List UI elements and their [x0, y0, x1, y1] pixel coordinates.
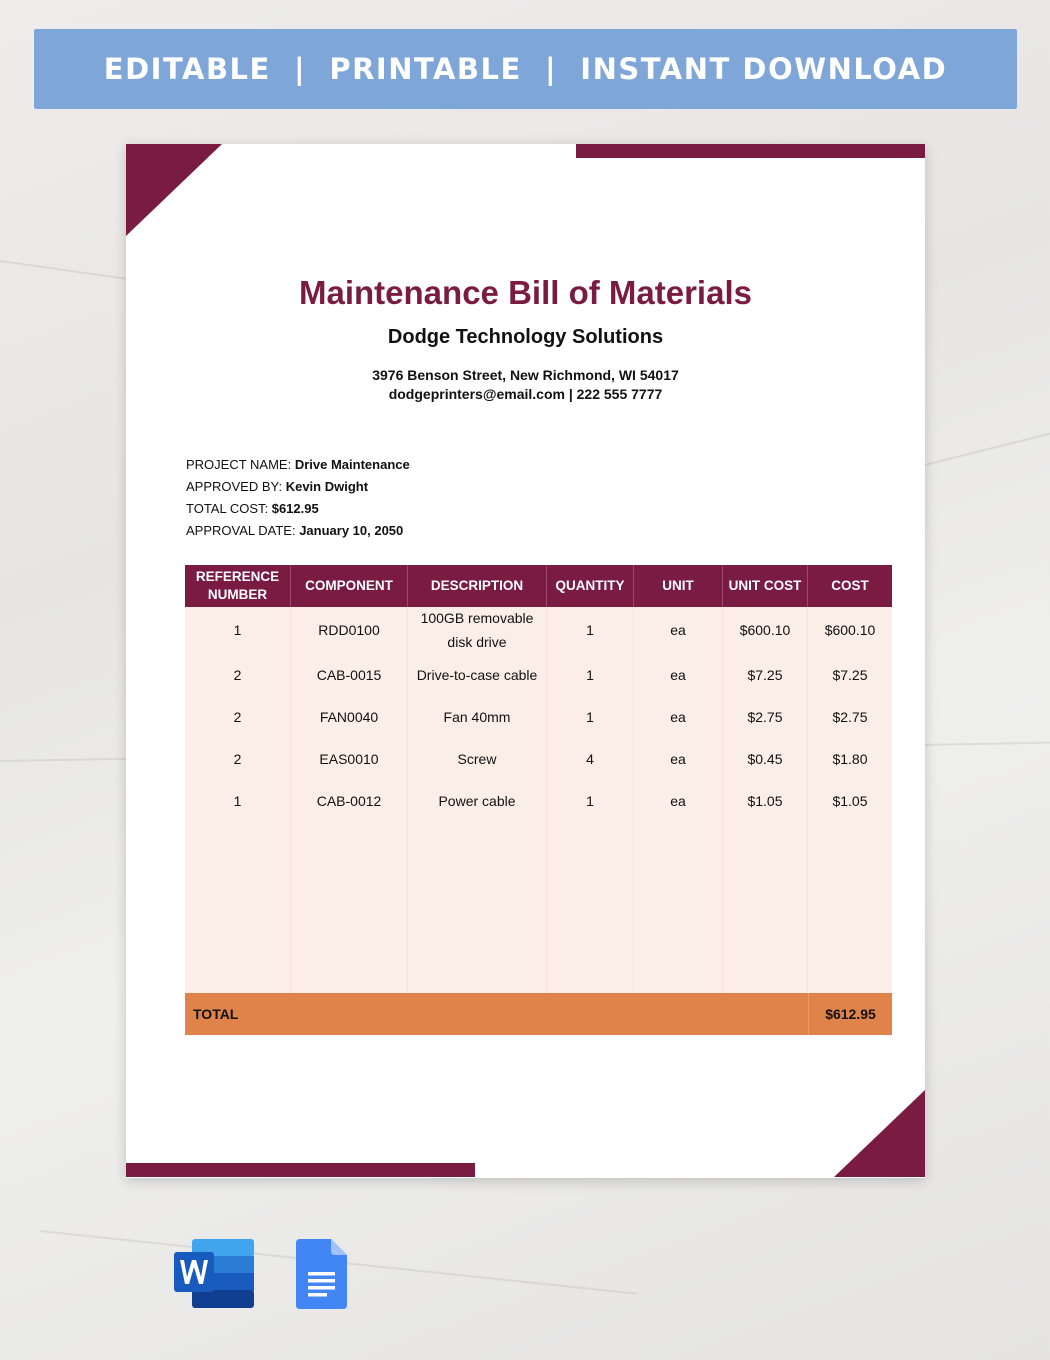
cell-description: Fan 40mm — [408, 696, 547, 738]
document-page — [126, 144, 925, 1178]
table-header — [185, 565, 892, 607]
cell-unit-cost: $600.10 — [723, 607, 808, 653]
cell-quantity: 1 — [547, 607, 634, 653]
table-row — [185, 607, 892, 653]
cell-unit: ea — [634, 780, 723, 822]
cell-reference: 1 — [185, 780, 291, 822]
cell-component: FAN0040 — [291, 696, 408, 738]
meta-label: APPROVAL DATE: — [186, 523, 300, 538]
google-docs-icon[interactable] — [296, 1239, 347, 1309]
download-banner: EDITABLE | PRINTABLE | INSTANT DOWNLOAD — [34, 29, 1017, 109]
cell-quantity: 1 — [547, 696, 634, 738]
marble-vein — [0, 260, 139, 281]
bill-of-materials-table — [185, 565, 892, 1035]
cell-cost: $1.05 — [832, 793, 868, 809]
cell-reference: 2 — [185, 696, 291, 738]
total-label: TOTAL — [193, 1006, 239, 1022]
document-title: Maintenance Bill of Materials — [299, 274, 752, 311]
company-address: 3976 Benson Street, New Richmond, WI 54017 — [372, 367, 679, 383]
meta-project-name — [186, 457, 410, 472]
cell-reference: 2 — [185, 653, 291, 696]
cell-unit-cost: $0.45 — [723, 738, 808, 780]
corner-decoration-bottom-right — [834, 1090, 925, 1177]
cell-cost: $1.80 — [832, 751, 868, 767]
total-value: $612.95 — [808, 993, 892, 1035]
header-unit-cost: UNIT COST — [723, 565, 808, 607]
cell-reference: 1 — [185, 607, 291, 653]
meta-total-cost — [186, 501, 319, 516]
meta-label: APPROVED BY: — [186, 479, 286, 494]
cell-unit-cost: $2.75 — [723, 696, 808, 738]
cell-description: Screw — [408, 738, 547, 780]
meta-approved-by — [186, 479, 368, 494]
cell-unit-cost: $1.05 — [723, 780, 808, 822]
header-description: DESCRIPTION — [408, 565, 547, 607]
header-cost: COST — [831, 578, 869, 593]
company-contact: dodgeprinters@email.com | 222 555 7777 — [388, 386, 663, 402]
cell-quantity: 4 — [547, 738, 634, 780]
bar-decoration-top-right — [576, 144, 925, 158]
meta-value: January 10, 2050 — [299, 523, 404, 538]
microsoft-word-icon[interactable] — [174, 1239, 254, 1308]
cell-cost: $7.25 — [832, 666, 868, 683]
cell-quantity: 1 — [547, 653, 634, 696]
cell-reference: 2 — [185, 738, 291, 780]
meta-value: Kevin Dwight — [285, 479, 369, 494]
meta-value: Drive Maintenance — [294, 457, 410, 472]
table-row — [185, 696, 892, 738]
table-row — [185, 653, 892, 696]
cell-unit-cost: $7.25 — [723, 653, 808, 696]
cell-description: Power cable — [408, 780, 547, 822]
cell-unit: ea — [634, 607, 723, 653]
bar-decoration-bottom-left — [126, 1163, 475, 1177]
cell-unit: ea — [634, 653, 723, 696]
corner-decoration-top-left — [126, 144, 222, 236]
cell-component: CAB-0015 — [291, 653, 408, 696]
company-name: Dodge Technology Solutions — [387, 326, 664, 348]
meta-label: TOTAL COST: — [186, 501, 272, 516]
cell-cost: $600.10 — [824, 622, 876, 638]
cell-component: CAB-0012 — [291, 780, 408, 822]
cell-description: Drive-to-case cable — [408, 653, 547, 696]
meta-approval-date — [186, 523, 403, 538]
table-body — [185, 607, 892, 993]
cell-component: RDD0100 — [291, 607, 408, 653]
cell-component: EAS0010 — [291, 738, 408, 780]
table-row — [185, 780, 892, 822]
cell-description: 100GB removable disk drive — [408, 607, 547, 653]
cell-unit: ea — [634, 696, 723, 738]
meta-value: $612.95 — [271, 501, 319, 516]
table-row — [185, 738, 892, 780]
header-unit: UNIT — [634, 565, 723, 607]
cell-quantity: 1 — [547, 780, 634, 822]
header-reference-number: REFERENCE NUMBER — [185, 565, 291, 607]
meta-label: PROJECT NAME: — [186, 457, 295, 472]
cell-cost: $2.75 — [832, 709, 868, 725]
cell-unit: ea — [634, 738, 723, 780]
table-total-row — [185, 993, 892, 1035]
header-quantity: QUANTITY — [547, 565, 634, 607]
header-component: COMPONENT — [291, 565, 408, 607]
